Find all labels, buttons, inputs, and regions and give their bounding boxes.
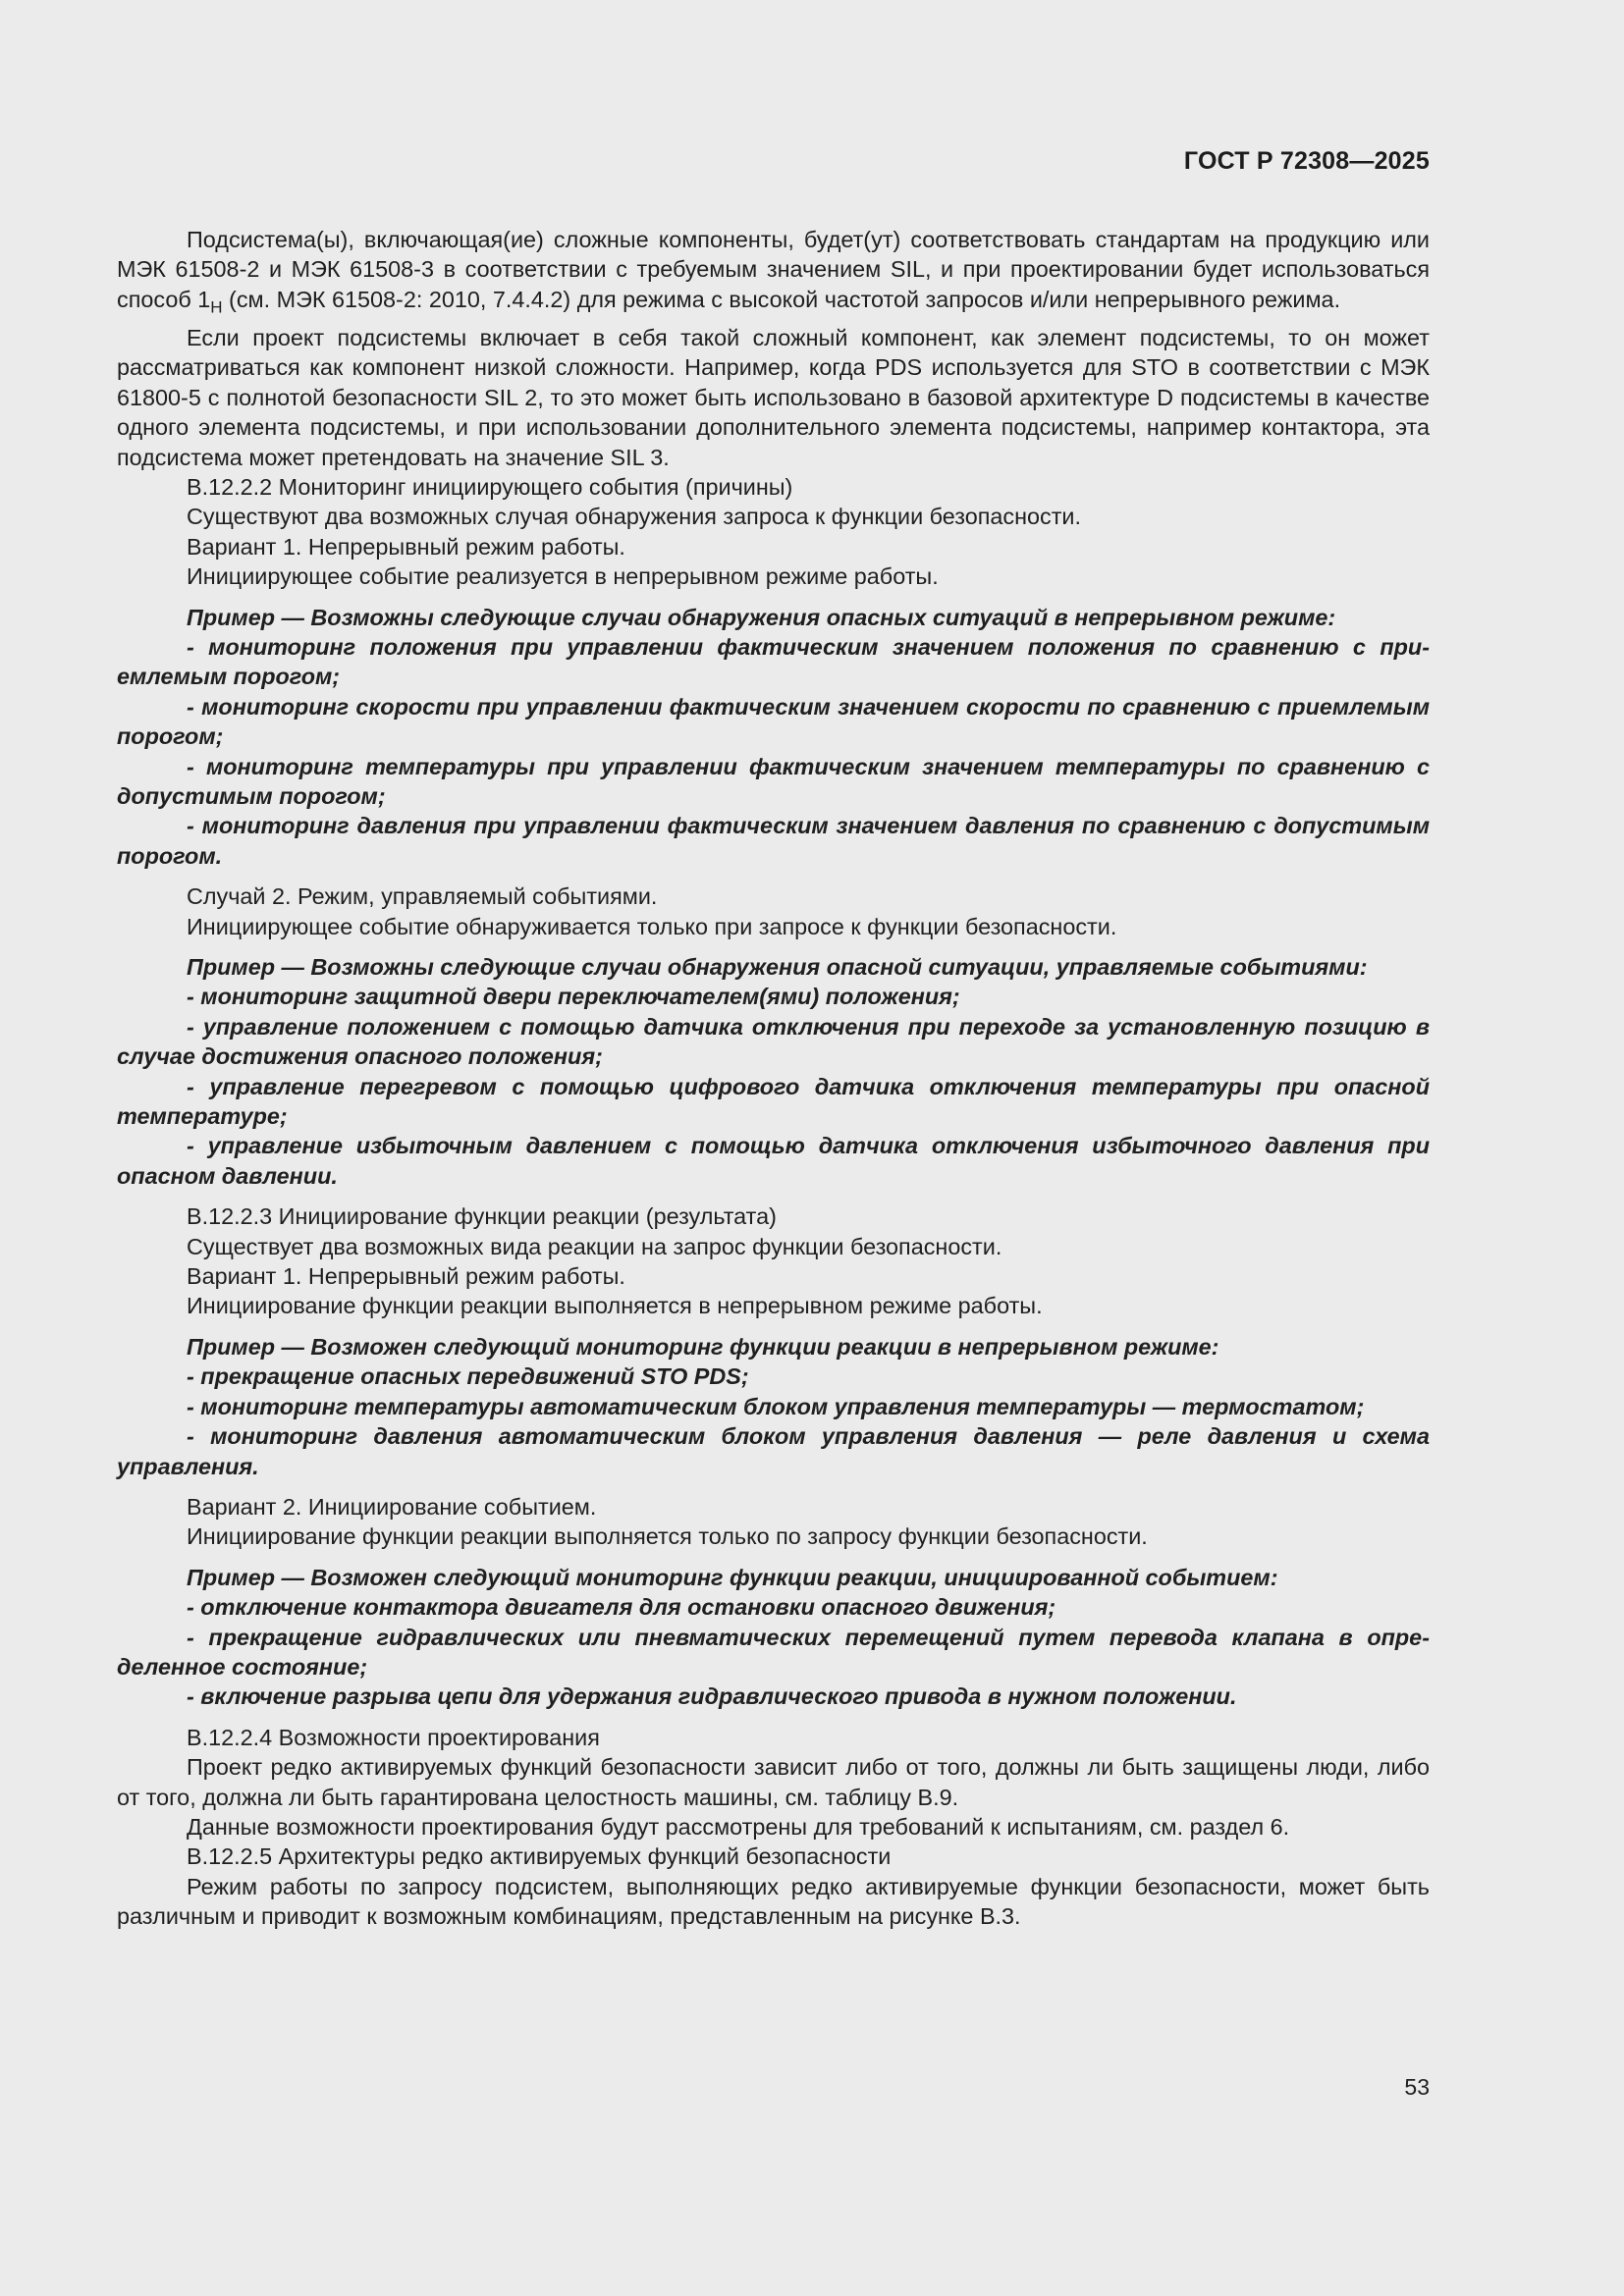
subscript: H	[210, 297, 223, 317]
paragraph: Инициирование функции реакции выполняется в непрерывном режиме работы.	[187, 1293, 1043, 1319]
section-heading-b12-2-2: B.12.2.2 Мониторинг инициирующего события (причины)	[187, 473, 793, 500]
example-item: - управление избыточным давлением с помощью датчика отключения избыточного давления при опасном давлении.	[117, 1133, 1430, 1189]
example-item: - управление положением с помощью датчика отключения при переходе за установленную позицию в случае достижения опасного положения;	[117, 1013, 1430, 1070]
example-heading: Пример — Возможен следующий мониторинг функции реакции, инициированной событием:	[187, 1564, 1278, 1590]
example-heading: Пример — Возможен следующий мониторинг функции реакции в непрерывном режиме:	[187, 1333, 1219, 1360]
paragraph: Инициирование функции реакции выполняется только по запросу функции безопасности.	[187, 1523, 1148, 1550]
paragraph-subsystem-complex	[117, 225, 1430, 323]
example-item: - мониторинг температуры автоматическим блоком управления температуры — термостатом;	[187, 1393, 1365, 1419]
example-item: - прекращение опасных передвижений STO PDS;	[187, 1363, 749, 1390]
paragraph: Проект редко активируемых функций безопасности зависит либо от того, должны ли быть защищены люди, либо от того, должна ли быть гарантирована целостность машины, см. таблицу В.9.	[117, 1754, 1430, 1810]
paragraph: Данные возможности проектирования будут рассмотрены для требований к испытаниям, см. раздел 6.	[187, 1813, 1290, 1840]
paragraph-text-continued: (см. МЭК 61508-2: 2010, 7.4.4.2) для режима с высокой частотой запросов и/или непрерывного режима.	[222, 286, 1341, 312]
example-heading: Пример — Возможны следующие случаи обнаружения опасных ситуаций в непрерывном режиме:	[187, 604, 1336, 630]
document-body	[117, 225, 1430, 1932]
paragraph: Вариант 1. Непрерывный режим работы.	[187, 533, 625, 560]
paragraph-low-complexity: Если проект подсистемы включает в себя такой сложный компонент, как элемент подсистемы, то он может рассматриваться как компонент низкой сложности. Например, когда PDS используется для STO в соответствии с МЭК 61800-5 с полнотой безопасности SIL 2, то это может быть использовано в базовой архитектуре D подсистемы в качестве одного элемента подсистемы, и при использовании дополнительного элемента подсистемы, например контактора, эта подсистема может претендовать на значение SIL 3.	[117, 324, 1430, 470]
paragraph-text: Подсистема(ы), включающая(ие) сложные компоненты, будет(ут) соответствовать стандартам на продукцию или МЭК 61508-2 и МЭК 61508-3 в соответствии с требуемым значением SIL, и при проектировании будет использоваться способ 1	[117, 227, 1430, 312]
paragraph: Инициирующее событие обнаруживается только при запросе к функции безопасности.	[187, 913, 1117, 939]
example-item: - мониторинг давления при управлении фактическим значением давления по сравнению с допустимым порогом.	[117, 813, 1430, 869]
example-item: - включение разрыва цепи для удержания гидравлического привода в нужном положении.	[187, 1683, 1237, 1710]
example-item: - мониторинг защитной двери переключателем(ями) положения;	[187, 984, 960, 1010]
paragraph: Вариант 1. Непрерывный режим работы.	[187, 1263, 625, 1290]
example-item: - мониторинг давления автоматическим блоком управления давления — реле давления и схема управления.	[117, 1423, 1430, 1479]
paragraph: Случай 2. Режим, управляемый событиями.	[187, 883, 658, 910]
paragraph: Существуют два возможных случая обнаружения запроса к функции безопасности.	[187, 504, 1081, 530]
example-item: - отключение контактора двигателя для остановки опасного движения;	[187, 1594, 1056, 1621]
paragraph: Режим работы по запросу подсистем, выполняющих редко активируемые функции безопасности, может быть различным и приводит к возможным комбинациям, представленным на рисунке В.3.	[117, 1873, 1430, 1930]
section-heading-b12-2-5: B.12.2.5 Архитектуры редко активируемых функций безопасности	[187, 1843, 892, 1870]
example-heading: Пример — Возможны следующие случаи обнаружения опасной ситуации, управляемые событиями:	[187, 954, 1368, 981]
paragraph: Существует два возможных вида реакции на запрос функции безопасности.	[187, 1233, 1002, 1259]
example-item: - мониторинг положения при управлении фактическим значением положения по сравнению с приемлемым порогом;	[117, 633, 1430, 690]
section-heading-b12-2-3: B.12.2.3 Инициирование функции реакции (результата)	[187, 1203, 777, 1230]
example-item: - мониторинг температуры при управлении фактическим значением температуры по сравнению с допустимым порогом;	[117, 753, 1430, 809]
example-item: - прекращение гидравлических или пневматических перемещений путем перевода клапана в определенное состояние;	[117, 1624, 1430, 1680]
section-heading-b12-2-4: B.12.2.4 Возможности проектирования	[187, 1724, 600, 1750]
document-header: ГОСТ Р 72308—2025	[1183, 147, 1430, 175]
paragraph: Инициирующее событие реализуется в непрерывном режиме работы.	[187, 563, 939, 590]
example-item: - мониторинг скорости при управлении фактическим значением скорости по сравнению с приемлемым порогом;	[117, 693, 1430, 750]
page-number: 53	[1404, 2074, 1430, 2100]
paragraph: Вариант 2. Инициирование событием.	[187, 1493, 597, 1520]
example-item: - управление перегревом с помощью цифрового датчика отключения температуры при опасной температуре;	[117, 1073, 1430, 1130]
